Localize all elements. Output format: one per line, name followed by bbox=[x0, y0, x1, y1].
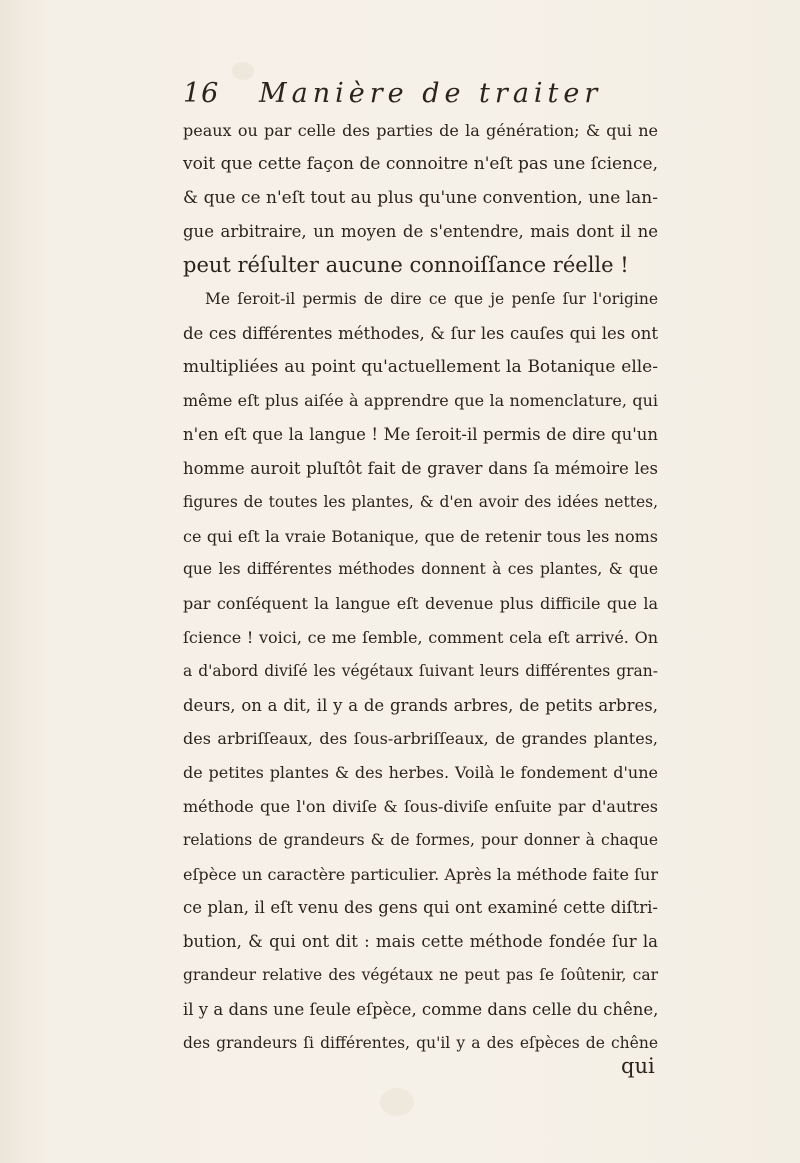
text-line: a d'abord diviſé les végétaux ſuivant leurs différentes gran- bbox=[183, 661, 658, 680]
text-line: ſcience ! voici, ce me ſemble, comment cela eſt arrivé. On bbox=[183, 627, 658, 647]
text-line: ce plan, il eſt venu des gens qui ont examiné cette diſtri- bbox=[183, 898, 658, 918]
text-line: méthode que l'on diviſe & ſous-diviſe enſuite par d'autres bbox=[183, 796, 658, 816]
text-line: gue arbitraire, un moyen de s'entendre, mais dont il ne bbox=[183, 222, 658, 242]
text-line: voit que cette façon de connoitre n'eſt pas une ſcience, bbox=[183, 153, 658, 174]
text-line: & que ce n'eſt tout au plus qu'une convention, une lan- bbox=[183, 187, 658, 208]
text-line: ce qui eſt la vraie Botanique, que de retenir tous les noms bbox=[183, 526, 658, 546]
text-line: de ces différentes méthodes, & ſur les cauſes qui les ont bbox=[183, 323, 658, 343]
body-text bbox=[183, 114, 658, 1060]
text-line: peaux ou par celle des parties de la génération; & qui ne bbox=[183, 121, 658, 140]
text-line: n'en eſt que la langue ! Me ſeroit-il permis de dire qu'un bbox=[183, 425, 658, 445]
text-line: de petites plantes & des herbes. Voilà le fondement d'une bbox=[183, 763, 658, 783]
text-line: il y a dans une ſeule eſpèce, comme dans celle du chêne, bbox=[183, 999, 659, 1019]
text-line: par conſéquent la langue eſt devenue plus difficile que la bbox=[183, 594, 658, 614]
text-line: bution, & qui ont dit : mais cette méthode fondée ſur la bbox=[183, 932, 658, 952]
text-line: des arbriſſeaux, des ſous-arbriſſeaux, de grandes plantes, bbox=[183, 729, 658, 749]
text-line: Me ſeroit-il permis de dire ce que je penſe ſur l'origine bbox=[205, 289, 658, 308]
page-number: 16 bbox=[183, 78, 220, 109]
text-line: peut réſulter aucune connoiſſance réelle ! bbox=[183, 253, 629, 278]
text-line: figures de toutes les plantes, & d'en avoir des idées nettes, bbox=[183, 492, 658, 511]
catchword: qui bbox=[621, 1054, 655, 1078]
text-line: eſpèce un caractère particulier. Après la méthode faite ſur bbox=[183, 864, 658, 884]
text-line: même eſt plus aiſée à apprendre que la nomenclature, qui bbox=[183, 391, 658, 411]
paper-stain bbox=[380, 1088, 414, 1116]
text-line: des grandeurs ſi différentes, qu'il y a des eſpèces de chêne bbox=[183, 1033, 658, 1052]
page-header bbox=[183, 78, 643, 118]
text-line: deurs, on a dit, il y a de grands arbres, de petits arbres, bbox=[183, 695, 658, 715]
text-line: multipliées au point qu'actuellement la Botanique elle- bbox=[183, 356, 658, 377]
running-title: Manière de traiter bbox=[259, 78, 603, 109]
text-line: relations de grandeurs & de formes, pour donner à chaque bbox=[183, 830, 658, 849]
text-line: grandeur relative des végétaux ne peut pas ſe ſoûtenir, car bbox=[183, 965, 658, 984]
text-line: homme auroit pluſtôt fait de graver dans ſa mémoire les bbox=[183, 458, 658, 478]
text-line: que les différentes méthodes donnent à ces plantes, & que bbox=[183, 560, 658, 579]
